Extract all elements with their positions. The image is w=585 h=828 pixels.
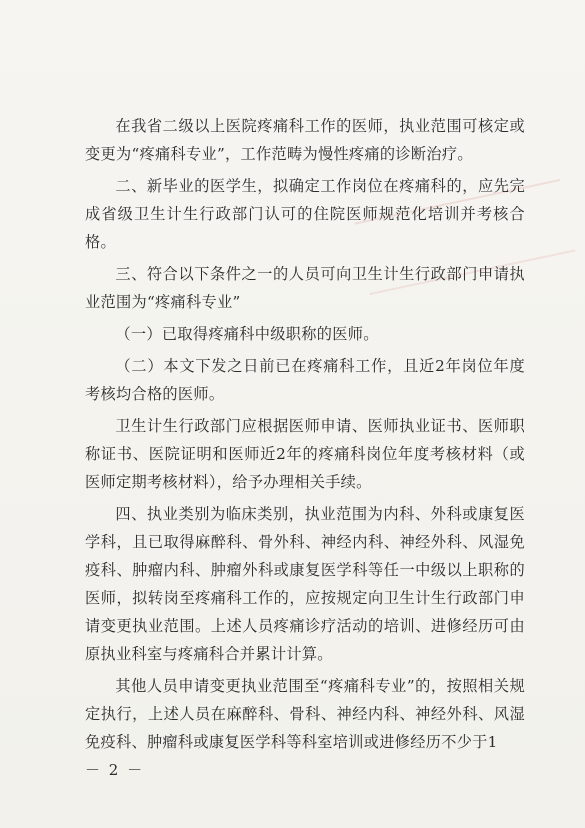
paragraph-scope-definition: 在我省二级以上医院疼痛科工作的医师，执业范围可核定或变更为“疼痛科专业”，工作范畴为慢性疼痛的诊断治疗。 [85, 117, 525, 163]
page-number: － 2 － [85, 761, 145, 779]
document-body [85, 112, 525, 760]
paragraph-item-three: 三、符合以下条件之一的人员可向卫生计生行政部门申请执业范围为“疼痛科专业” [85, 265, 525, 311]
paragraph-item-two: 二、新毕业的医学生，拟确定工作岗位在疼痛科的，应先完成省级卫生计生行政部门认可的住院医师规范化培训并考核合格。 [85, 177, 525, 251]
paragraph-item-four: 四、执业类别为临床类别，执业范围为内科、外科或康复医学科，且已取得麻醉科、骨外科、神经内科、神经外科、风湿免疫科、肿瘤内科、肿瘤外科或康复医学科等任一中级以上职称的医师，拟转岗至疼痛科工作的，应按规定向卫生计生行政部门申请变更执业范围。上述人员疼痛诊疗活动的培训、进修经历可由原执业科室与疼痛科合并累计计算。 [85, 505, 525, 663]
paragraph-condition-one: （一）已取得疼痛科中级职称的医师。 [115, 325, 379, 343]
paragraph-condition-two: （二）本文下发之日前已在疼痛科工作，且近2年岗位年度考核均合格的医师。 [85, 357, 525, 403]
paragraph-other-personnel: 其他人员申请变更执业范围至“疼痛科专业”的，按照相关规定执行，上述人员在麻醉科、骨科、神经内科、神经外科、风湿免疫科、肿瘤科或康复医学科等科室培训或进修经历不少于1 [85, 677, 525, 751]
paragraph-procedure: 卫生计生行政部门应根据医师申请、医师执业证书、医师职称证书、医院证明和医师近2年的疼痛科岗位年度考核材料（或医师定期考核材料），给予办理相关手续。 [85, 417, 525, 491]
